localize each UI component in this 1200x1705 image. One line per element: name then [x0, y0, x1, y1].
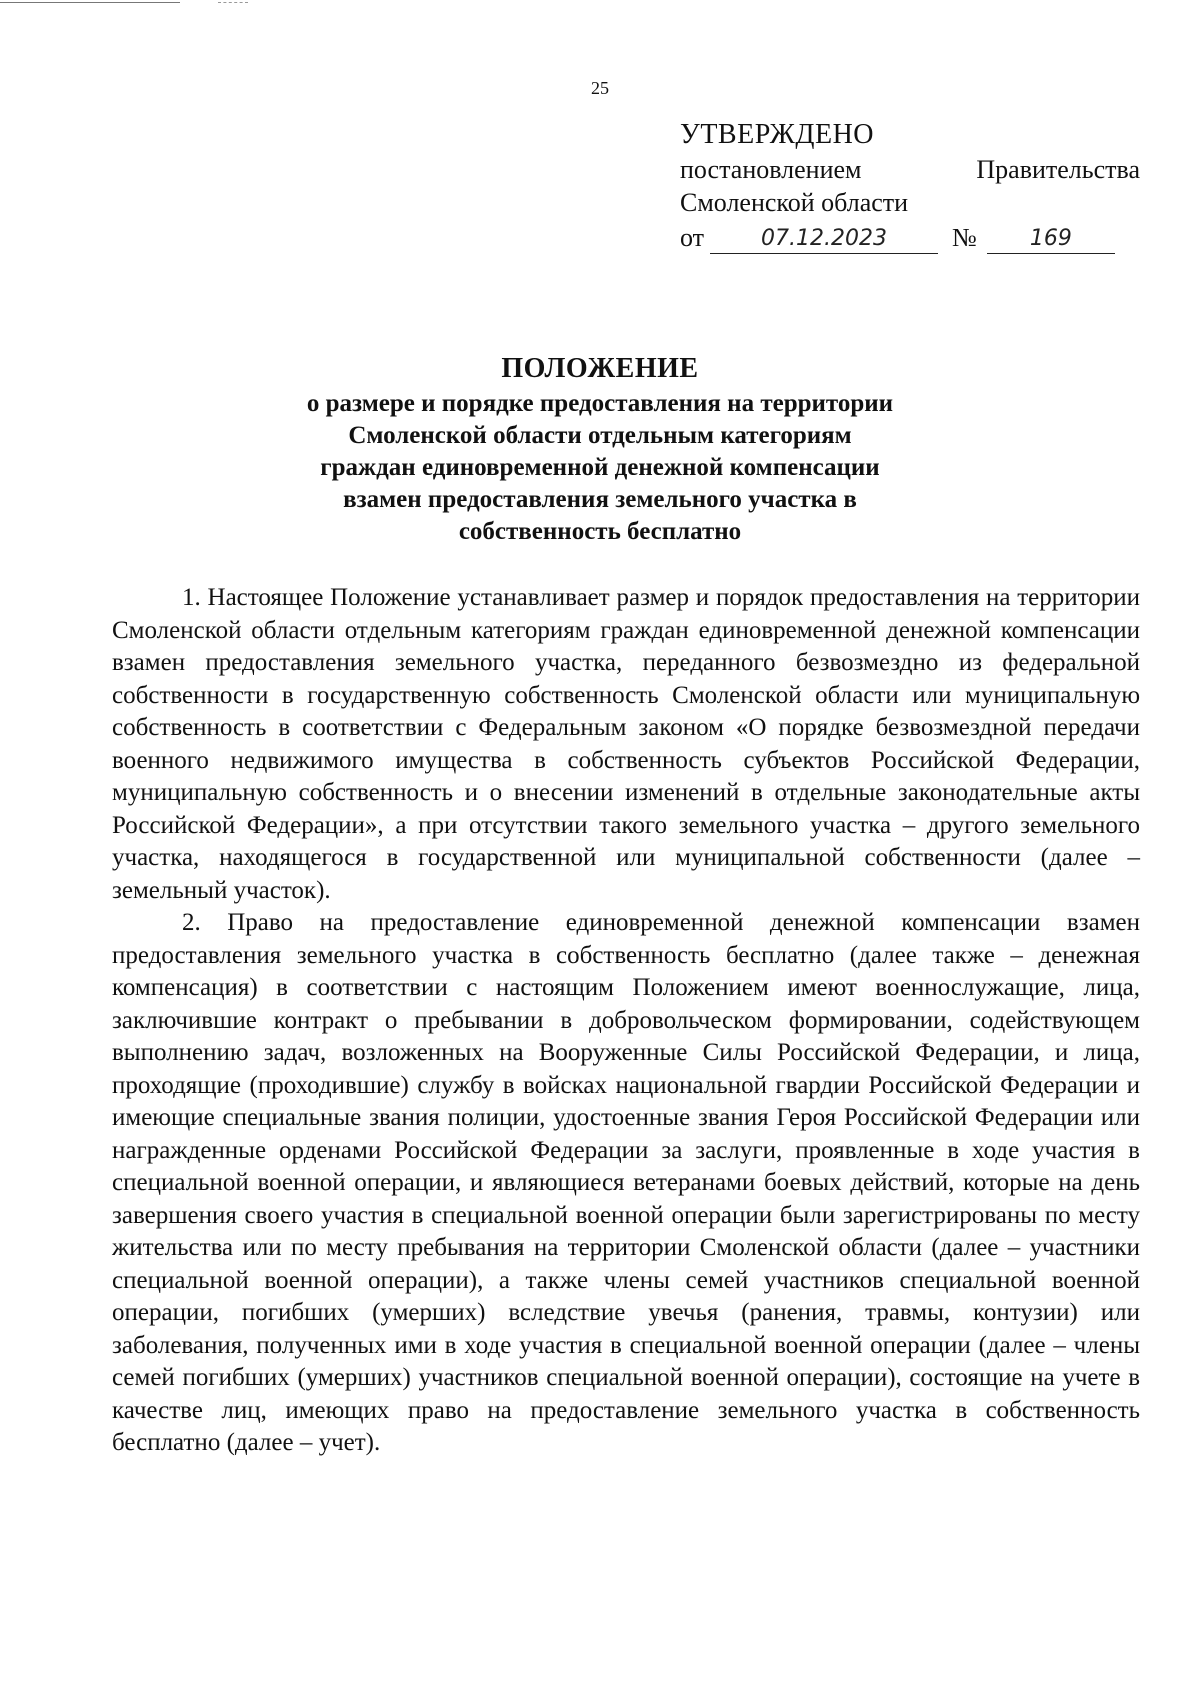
handwritten-number: 169 [987, 225, 1115, 254]
title-subline: собственность бесплатно [458, 518, 742, 545]
paragraph-1: 1. Настоящее Положение устанавливает размер и порядок предоставления на территории Смоленской области отдельным категориям граждан единовременной денежной компенсации взамен предоставления земельного участка, переданного безвозмездно из федеральной собственности в государственную собственность Смоленской области или муниципальную собственность в соответствии с Федеральным законом «О порядке безвозмездной передачи военного недвижимого имущества в собственность субъектов Российской Федерации, муниципальную собственность и о внесении изменений в отдельные законодательные акты Российской Федерации», а при отсутствии такого земельного участка – другого земельного участка, находящегося в государственной или муниципальной собственности (далее – земельный участок). [112, 584, 1140, 904]
approval-block [680, 118, 1140, 254]
title-subline: о размере и порядке предоставления на территории [306, 390, 894, 417]
title-subline: Смоленской области отдельным категориям [348, 422, 852, 449]
handwritten-date: 07.12.2023 [710, 225, 938, 254]
approval-line-2: Смоленской области [680, 188, 909, 217]
approved-heading: УТВЕРЖДЕНО [680, 119, 875, 150]
paragraph-2: 2. Право на предоставление единовременной денежной компенсации взамен предоставления земельного участка в собственность бесплатно (далее также – денежная компенсация) в соответствии с настоящим Положением имеют военнослужащие, лица, заключившие контракт о пребывании в добровольческом формировании, содействующем выполнению задач, возложенных на Вооруженные Силы Российской Федерации, и лица, проходящие (проходившие) службу в войсках национальной гвардии Российской Федерации и имеющие специальные звания полиции, удостоенные звания Героя Российской Федерации или награжденные орденами Российской Федерации за заслуги, проявленные в ходе участия в специальной военной операции, и являющиеся ветеранами боевых действий, которые на день завершения своего участия в специальной военной операции были зарегистрированы по месту жительства или по месту пребывания на территории Смоленской области (далее – участники специальной военной операции), а также члены семей участников специальной военной операции, погибших (умерших) вследствие увечья (ранения, травмы, контузии) или заболевания, полученных ими в ходе участия в специальной военной операции (далее – члены семей погибших (умерших) участников специальной военной операции), состоящие на учете в качестве лиц, имеющих право на предоставление земельного участка в собственность бесплатно (далее – учет). [112, 909, 1140, 1456]
approval-line-1 [680, 153, 1140, 186]
approval-line-1-left: постановлением [680, 155, 862, 184]
page-number: 25 [591, 78, 609, 98]
title-subline: граждан единовременной денежной компенсации [320, 454, 880, 481]
scan-edge-line [218, 2, 248, 3]
approval-date-line [680, 221, 1140, 254]
title-subline: взамен предоставления земельного участка в [343, 486, 857, 513]
approval-line-1-right: Правительства [976, 155, 1140, 184]
document-title: ПОЛОЖЕНИЕ [501, 353, 699, 384]
document-body [112, 582, 1140, 1460]
number-sign: № [952, 223, 977, 252]
scan-edge-line [0, 2, 180, 3]
date-prefix: от [680, 223, 705, 252]
document-title-block [180, 350, 1020, 548]
